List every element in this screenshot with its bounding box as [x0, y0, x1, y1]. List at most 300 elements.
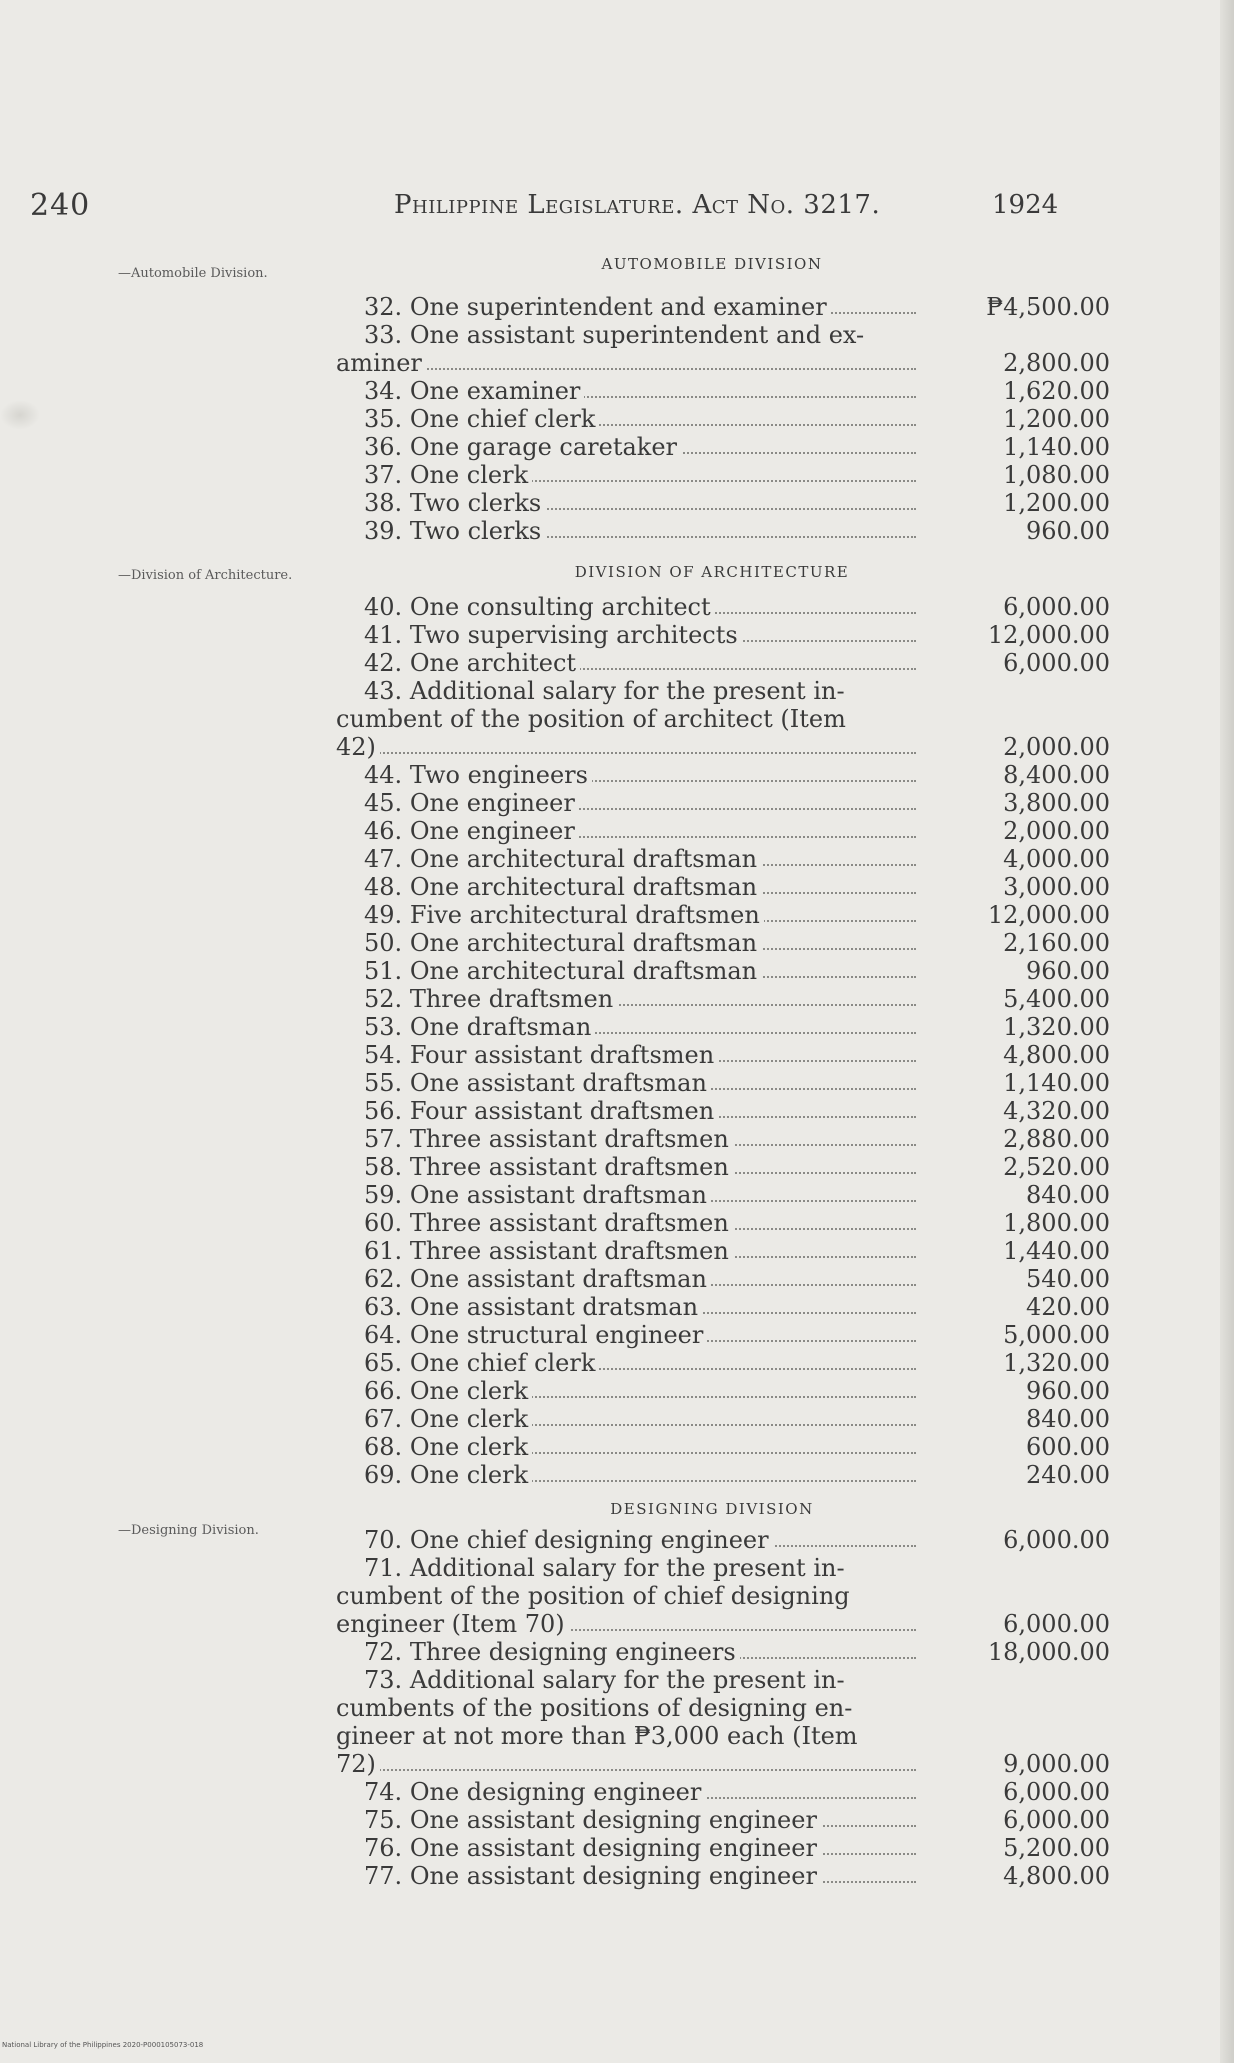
item-text: Three assistant draftsmen	[409, 1153, 729, 1181]
item-text: One assistant dratsman	[409, 1293, 699, 1321]
item-text: One engineer	[409, 817, 575, 845]
item-continuation: aminer	[336, 349, 426, 377]
item-continuation: cumbents of the positions of designing en-	[336, 1694, 856, 1722]
item-number: 52.	[364, 985, 403, 1013]
library-stamp: National Library of the Philippines 2020-P000105073-018	[2, 2041, 204, 2049]
list-item	[336, 1181, 1116, 1209]
item-number: 75.	[364, 1806, 403, 1834]
list-item	[336, 1405, 1116, 1433]
item-continuation: 72)	[336, 1750, 380, 1778]
list-item	[336, 1750, 1116, 1778]
item-text: Four assistant draftsmen	[409, 1097, 715, 1125]
list-item	[336, 1349, 1116, 1377]
list-item	[336, 1461, 1116, 1489]
item-description	[336, 873, 916, 901]
item-amount: ₱4,500.00	[986, 293, 1110, 321]
item-description	[336, 649, 916, 677]
item-line	[336, 873, 761, 901]
header-year: 1924	[992, 190, 1059, 220]
item-description	[336, 1610, 916, 1638]
item-number: 40.	[364, 593, 403, 621]
item-line	[336, 929, 761, 957]
item-amount: 840.00	[1026, 1181, 1110, 1209]
item-line	[336, 845, 761, 873]
list-item	[336, 1377, 1116, 1405]
list-item	[336, 1638, 1116, 1666]
item-description	[336, 293, 916, 321]
item-text: One clerk	[409, 1433, 529, 1461]
item-text: Additional salary for the present in-	[409, 1554, 845, 1582]
item-amount: 1,320.00	[1003, 1349, 1110, 1377]
list-item	[336, 405, 1116, 433]
item-amount: 6,000.00	[1003, 649, 1110, 677]
margin-note: —Designing Division.	[118, 1523, 259, 1538]
section-heading-text: DESIGNING DIVISION	[610, 1500, 814, 1518]
item-amount: 240.00	[1026, 1461, 1110, 1489]
item-number: 36.	[364, 433, 403, 461]
list-item	[336, 1125, 1116, 1153]
margin-note: —Division of Architecture.	[118, 568, 293, 583]
item-description	[336, 929, 916, 957]
item-text: One assistant designing engineer	[409, 1862, 817, 1890]
item-number: 58.	[364, 1153, 403, 1181]
item-amount: 1,440.00	[1003, 1237, 1110, 1265]
item-continuation: 42)	[336, 733, 380, 761]
item-text: Three assistant draftsmen	[409, 1237, 729, 1265]
item-description	[336, 1750, 916, 1778]
list-item	[336, 817, 1116, 845]
item-description	[336, 405, 916, 433]
item-amount: 9,000.00	[1003, 1750, 1110, 1778]
item-number: 57.	[364, 1125, 403, 1153]
item-text: One designing engineer	[409, 1778, 702, 1806]
item-line	[336, 293, 831, 321]
item-number: 67.	[364, 1405, 403, 1433]
item-number: 35.	[364, 405, 403, 433]
item-text: One architectural draftsman	[409, 957, 758, 985]
item-line	[336, 461, 532, 489]
item-amount: 960.00	[1026, 1377, 1110, 1405]
list-item	[336, 1694, 1116, 1722]
item-description	[336, 1013, 916, 1041]
item-number: 69.	[364, 1461, 403, 1489]
item-number: 60.	[364, 1209, 403, 1237]
item-line	[336, 433, 681, 461]
item-description	[336, 1526, 916, 1554]
item-number: 46.	[364, 817, 403, 845]
item-line	[336, 1125, 733, 1153]
item-description	[336, 733, 916, 761]
item-number: 43.	[364, 677, 403, 705]
item-amount: 2,520.00	[1003, 1153, 1110, 1181]
item-description	[336, 489, 916, 517]
item-number: 56.	[364, 1097, 403, 1125]
item-description	[336, 677, 916, 705]
item-number: 48.	[364, 873, 403, 901]
item-line	[336, 1778, 705, 1806]
item-description	[336, 1349, 916, 1377]
item-line	[336, 1834, 821, 1862]
list-item	[336, 1834, 1116, 1862]
item-number: 77.	[364, 1862, 403, 1890]
item-line	[336, 405, 599, 433]
item-description	[336, 1321, 916, 1349]
list-item	[336, 649, 1116, 677]
item-line	[336, 1321, 707, 1349]
list-item	[336, 1013, 1116, 1041]
item-number: 47.	[364, 845, 403, 873]
list-item	[336, 377, 1116, 405]
item-amount: 2,800.00	[1003, 349, 1110, 377]
item-line	[336, 1293, 702, 1321]
list-item	[336, 1526, 1116, 1554]
item-text: One examiner	[409, 377, 581, 405]
item-amount: 4,800.00	[1003, 1041, 1110, 1069]
list-item	[336, 845, 1116, 873]
item-line	[336, 621, 742, 649]
item-line	[336, 901, 764, 929]
item-line	[336, 677, 849, 705]
item-amount: 5,400.00	[1003, 985, 1110, 1013]
item-amount: 1,800.00	[1003, 1209, 1110, 1237]
item-text: One chief clerk	[409, 405, 596, 433]
item-amount: 6,000.00	[1003, 1778, 1110, 1806]
item-amount: 840.00	[1026, 1405, 1110, 1433]
item-text: One clerk	[409, 1461, 529, 1489]
list-item	[336, 461, 1116, 489]
item-description	[336, 621, 916, 649]
list-item	[336, 1237, 1116, 1265]
item-description	[336, 1377, 916, 1405]
item-line	[336, 789, 579, 817]
item-description	[336, 1638, 916, 1666]
item-amount: 540.00	[1026, 1265, 1110, 1293]
item-amount: 12,000.00	[987, 621, 1110, 649]
item-line	[336, 1097, 718, 1125]
item-description	[336, 761, 916, 789]
item-text: Three assistant draftsmen	[409, 1209, 729, 1237]
item-continuation: cumbent of the position of architect (Item	[336, 705, 850, 733]
item-number: 37.	[364, 461, 403, 489]
item-line	[336, 517, 545, 545]
item-description	[336, 1834, 916, 1862]
list-item	[336, 1069, 1116, 1097]
item-line	[336, 1405, 532, 1433]
item-amount: 1,080.00	[1003, 461, 1110, 489]
item-description	[336, 1153, 916, 1181]
item-text: One architectural draftsman	[409, 845, 758, 873]
list-item	[336, 957, 1116, 985]
list-item	[336, 1610, 1116, 1638]
item-line	[336, 489, 545, 517]
item-number: 72.	[364, 1638, 403, 1666]
item-amount: 5,200.00	[1003, 1834, 1110, 1862]
item-text: Three assistant draftsmen	[409, 1125, 729, 1153]
item-number: 49.	[364, 901, 403, 929]
item-text: One engineer	[409, 789, 575, 817]
list-item	[336, 789, 1116, 817]
item-description	[336, 1666, 916, 1694]
item-amount: 1,140.00	[1003, 433, 1110, 461]
item-description	[336, 1433, 916, 1461]
item-text: One superintendent and examiner	[409, 293, 827, 321]
page-number: 240	[30, 188, 91, 223]
item-number: 65.	[364, 1349, 403, 1377]
item-text: One clerk	[409, 1405, 529, 1433]
page-header	[0, 188, 1234, 228]
list-item	[336, 985, 1116, 1013]
list-item	[336, 1097, 1116, 1125]
item-number: 53.	[364, 1013, 403, 1041]
item-number: 63.	[364, 1293, 403, 1321]
item-list	[336, 293, 1116, 545]
list-item	[336, 1778, 1116, 1806]
item-description	[336, 461, 916, 489]
item-description	[336, 957, 916, 985]
item-number: 42.	[364, 649, 403, 677]
item-number: 50.	[364, 929, 403, 957]
item-amount: 2,000.00	[1003, 733, 1110, 761]
item-amount: 6,000.00	[1003, 593, 1110, 621]
list-item	[336, 1862, 1116, 1890]
item-amount: 2,880.00	[1003, 1125, 1110, 1153]
item-description	[336, 1461, 916, 1489]
item-amount: 2,000.00	[1003, 817, 1110, 845]
list-item	[336, 677, 1116, 705]
item-description	[336, 433, 916, 461]
item-amount: 4,800.00	[1003, 1862, 1110, 1890]
item-description	[336, 1582, 916, 1610]
item-description	[336, 817, 916, 845]
item-amount: 1,140.00	[1003, 1069, 1110, 1097]
item-number: 66.	[364, 1377, 403, 1405]
item-description	[336, 1806, 916, 1834]
item-line	[336, 761, 592, 789]
item-number: 39.	[364, 517, 403, 545]
item-description	[336, 1265, 916, 1293]
item-continuation: engineer (Item 70)	[336, 1610, 569, 1638]
item-text: One assistant draftsman	[409, 1069, 707, 1097]
item-line	[336, 1377, 532, 1405]
item-amount: 1,620.00	[1003, 377, 1110, 405]
item-line	[336, 321, 868, 349]
item-amount: 6,000.00	[1003, 1610, 1110, 1638]
item-description	[336, 789, 916, 817]
item-description	[336, 1209, 916, 1237]
item-line	[336, 1638, 740, 1666]
item-number: 73.	[364, 1666, 403, 1694]
section-heading-text: DIVISION OF ARCHITECTURE	[574, 563, 850, 581]
list-item	[336, 873, 1116, 901]
list-item	[336, 1722, 1116, 1750]
item-text: One clerk	[409, 1377, 529, 1405]
list-item	[336, 1582, 1116, 1610]
item-text: One clerk	[409, 461, 529, 489]
item-text: One architectural draftsman	[409, 873, 758, 901]
list-item	[336, 1153, 1116, 1181]
item-text: Two engineers	[409, 761, 588, 789]
item-text: One architect	[409, 649, 577, 677]
item-amount: 420.00	[1026, 1293, 1110, 1321]
item-line	[336, 817, 579, 845]
item-text: One structural engineer	[409, 1321, 704, 1349]
item-description	[336, 349, 916, 377]
item-text: Two clerks	[409, 517, 542, 545]
item-text: Three designing engineers	[409, 1638, 736, 1666]
item-amount: 1,200.00	[1003, 405, 1110, 433]
item-line	[336, 1209, 733, 1237]
item-amount: 960.00	[1026, 517, 1110, 545]
item-description	[336, 1069, 916, 1097]
item-line	[336, 1666, 849, 1694]
item-line	[336, 1526, 773, 1554]
item-text: Two supervising architects	[409, 621, 738, 649]
item-number: 76.	[364, 1834, 403, 1862]
item-number: 70.	[364, 1526, 403, 1554]
item-number: 59.	[364, 1181, 403, 1209]
item-description	[336, 1862, 916, 1890]
item-line	[336, 1806, 821, 1834]
item-line	[336, 377, 584, 405]
item-description	[336, 1778, 916, 1806]
list-item	[336, 621, 1116, 649]
item-description	[336, 1041, 916, 1069]
item-line	[336, 985, 617, 1013]
item-continuation: cumbent of the position of chief designing	[336, 1582, 854, 1610]
item-number: 62.	[364, 1265, 403, 1293]
page-edge-shadow	[1220, 0, 1234, 2063]
item-description	[336, 1097, 916, 1125]
item-text: One assistant draftsman	[409, 1265, 707, 1293]
item-text: One assistant draftsman	[409, 1181, 707, 1209]
section-heading	[0, 1500, 1234, 1518]
item-line	[336, 593, 715, 621]
item-text: One draftsman	[409, 1013, 592, 1041]
item-amount: 1,320.00	[1003, 1013, 1110, 1041]
list-item	[336, 929, 1116, 957]
item-line	[336, 1181, 711, 1209]
list-item	[336, 593, 1116, 621]
list-item	[336, 489, 1116, 517]
item-list	[336, 593, 1116, 1489]
list-item	[336, 1433, 1116, 1461]
item-description	[336, 377, 916, 405]
item-continuation: gineer at not more than ₱3,000 each (Item	[336, 1722, 862, 1750]
item-amount: 6,000.00	[1003, 1526, 1110, 1554]
running-head: Philippine Legislature. Act No. 3217.	[394, 190, 881, 220]
item-amount: 12,000.00	[987, 901, 1110, 929]
item-line	[336, 649, 580, 677]
item-text: Additional salary for the present in-	[409, 1666, 845, 1694]
item-line	[336, 1041, 718, 1069]
item-number: 45.	[364, 789, 403, 817]
item-line	[336, 1349, 599, 1377]
item-text: Additional salary for the present in-	[409, 677, 845, 705]
list-item	[336, 1554, 1116, 1582]
item-text: One architectural draftsman	[409, 929, 758, 957]
item-description	[336, 1125, 916, 1153]
margin-note: —Automobile Division.	[118, 266, 268, 281]
item-text: Four assistant draftsmen	[409, 1041, 715, 1069]
section-heading-text: AUTOMOBILE DIVISION	[601, 255, 823, 273]
item-line	[336, 1237, 733, 1265]
list-item	[336, 321, 1116, 349]
item-text: One chief designing engineer	[409, 1526, 769, 1554]
item-number: 54.	[364, 1041, 403, 1069]
item-number: 41.	[364, 621, 403, 649]
item-line	[336, 1554, 849, 1582]
item-line	[336, 1069, 711, 1097]
item-amount: 6,000.00	[1003, 1806, 1110, 1834]
item-number: 71.	[364, 1554, 403, 1582]
item-number: 51.	[364, 957, 403, 985]
list-item	[336, 1265, 1116, 1293]
item-description	[336, 517, 916, 545]
item-description	[336, 1405, 916, 1433]
item-number: 34.	[364, 377, 403, 405]
item-amount: 3,000.00	[1003, 873, 1110, 901]
item-text: One garage caretaker	[409, 433, 678, 461]
item-description	[336, 901, 916, 929]
list-item	[336, 1666, 1116, 1694]
item-description	[336, 593, 916, 621]
item-description	[336, 985, 916, 1013]
item-text: Two clerks	[409, 489, 542, 517]
list-item	[336, 1293, 1116, 1321]
list-item	[336, 761, 1116, 789]
item-text: Five architectural draftsmen	[409, 901, 760, 929]
item-description	[336, 321, 916, 349]
item-text: Three draftsmen	[409, 985, 614, 1013]
item-amount: 2,160.00	[1003, 929, 1110, 957]
list-item	[336, 901, 1116, 929]
item-amount: 600.00	[1026, 1433, 1110, 1461]
item-text: One assistant superintendent and ex-	[409, 321, 865, 349]
item-description	[336, 845, 916, 873]
item-amount: 960.00	[1026, 957, 1110, 985]
list-item	[336, 349, 1116, 377]
item-line	[336, 957, 761, 985]
item-line	[336, 1433, 532, 1461]
item-number: 38.	[364, 489, 403, 517]
item-text: One consulting architect	[409, 593, 711, 621]
item-line	[336, 1862, 821, 1890]
item-number: 55.	[364, 1069, 403, 1097]
item-description	[336, 705, 916, 733]
item-number: 61.	[364, 1237, 403, 1265]
item-amount: 4,320.00	[1003, 1097, 1110, 1125]
item-description	[336, 1293, 916, 1321]
item-line	[336, 1013, 595, 1041]
item-amount: 4,000.00	[1003, 845, 1110, 873]
list-item	[336, 517, 1116, 545]
item-list	[336, 1526, 1116, 1890]
list-item	[336, 1806, 1116, 1834]
item-text: One assistant designing engineer	[409, 1806, 817, 1834]
item-number: 68.	[364, 1433, 403, 1461]
list-item	[336, 1321, 1116, 1349]
page-smudge	[0, 400, 40, 430]
item-amount: 1,200.00	[1003, 489, 1110, 517]
item-number: 44.	[364, 761, 403, 789]
item-description	[336, 1554, 916, 1582]
item-number: 74.	[364, 1778, 403, 1806]
item-number: 33.	[364, 321, 403, 349]
item-description	[336, 1237, 916, 1265]
list-item	[336, 1209, 1116, 1237]
item-line	[336, 1461, 532, 1489]
list-item	[336, 433, 1116, 461]
